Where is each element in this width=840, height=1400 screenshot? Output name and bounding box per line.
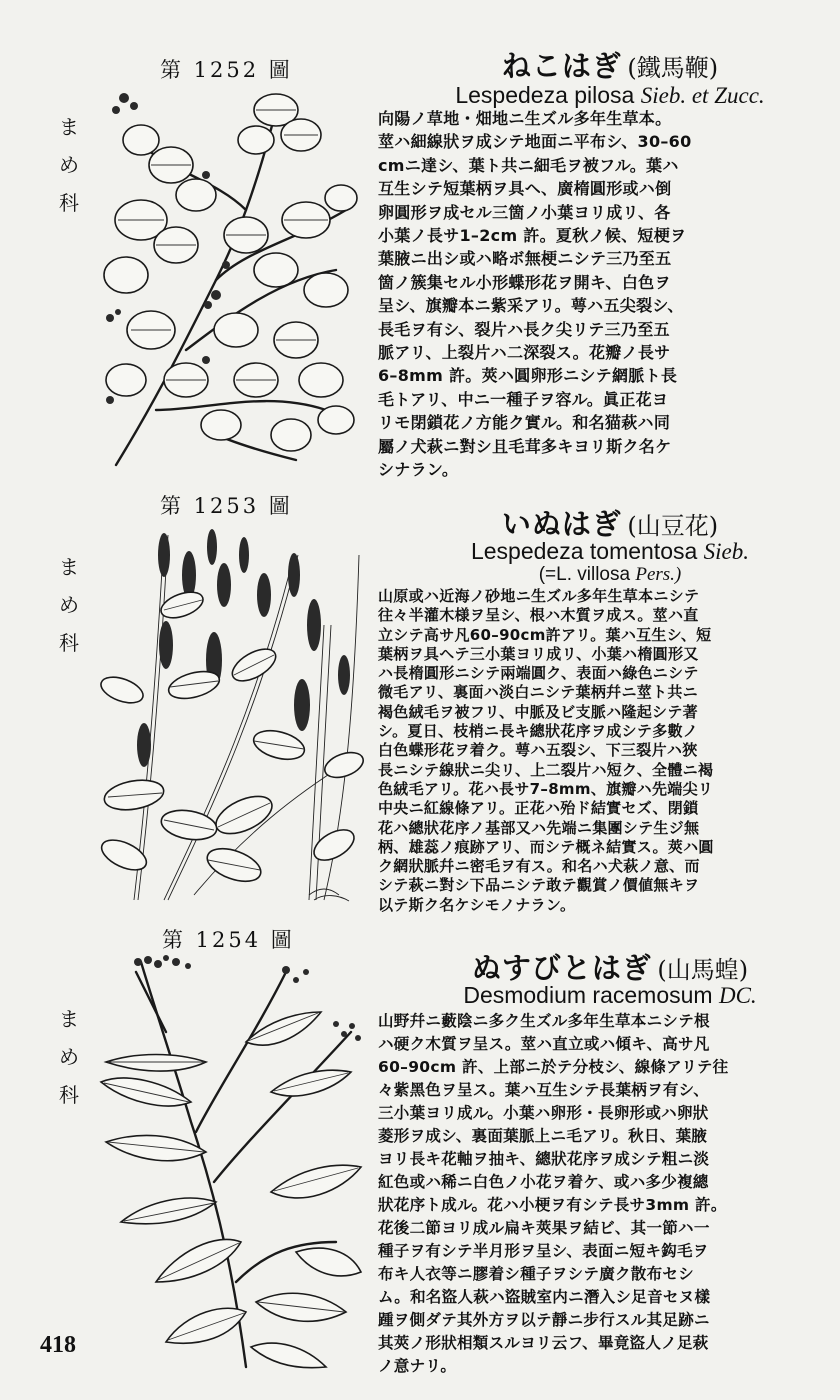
plant-name — [390, 946, 830, 987]
japanese-name: いぬはぎ — [501, 507, 622, 541]
description: 山原或ハ近海ノ砂地ニ生ズル多年生草本ニシテ 往々半灌木様ヲ呈シ、根ハ木質ヲ成ス。莖ハ直 立シテ高サ凡60–90cm許アリ。葉ハ互生シ、短 葉柄ヲ具ヘテ三小葉ヨリ成リ、小葉ハ楕圓形又 ハ長楕圓形ニシテ兩端圓ク、表面ハ綠色ニシテ 微毛アリ、裏面ハ淡白ニシテ葉柄幷ニ莖ト共ニ 褐色絨毛ヲ被フリ、中脈及ビ支脈ハ隆起シテ著 シ。夏日、枝梢ニ長キ總狀花序ヲ成シテ多數ノ 白色蝶形花ヲ着ク。萼ハ五裂シ、下三裂片ハ狹 長ニシテ線狀ニ尖リ、上二裂片ハ短ク、全體ニ褐 色絨毛アリ。花ハ長サ7–8mm、旗瓣ハ先端尖リ 中央ニ紅線條アリ。正花ハ殆ド結實セズ、閉鎖 花ハ總狀花序ノ基部又ハ先端ニ集團シテ生ジ無 柄、雄蕊ノ痕跡アリ、而シテ概ネ結實ス。莢ハ圓 ク網狀脈幷ニ密毛ヲ有ス。和名ハ犬萩ノ意、而 シテ萩ニ對シ下品ニシテ敢テ觀賞ノ價値無キヲ 以テ斯ク名ケシモノナラン。 — [378, 587, 714, 914]
plant-name — [390, 44, 830, 85]
lespedeza-pilosa-illustration — [96, 80, 360, 470]
figure-number: 第 1252 圖 — [160, 58, 293, 82]
scientific-name: Lespedeza pilosa Sieb. et Zucc. — [455, 82, 765, 108]
family-label: ま め 科 — [59, 555, 79, 655]
plant-name — [390, 502, 830, 543]
figure-number: 第 1254 圖 — [162, 928, 295, 952]
figure-number: 第 1253 圖 — [160, 494, 293, 518]
scientific-name: Lespedeza tomentosa Sieb. — [470, 538, 750, 564]
kanji-name: (山豆花) — [627, 512, 719, 540]
page-number: 418 — [40, 1332, 76, 1358]
family-label: ま め 科 — [59, 115, 79, 215]
desmodium-racemosum-illustration — [96, 952, 366, 1372]
description: 向陽ノ草地・畑地ニ生ズル多年生草本。 莖ハ細線狀ヲ成シテ地面ニ平布シ、30–60 cmニ達シ、葉ト共ニ細毛ヲ被フル。葉ハ 互生シテ短葉柄ヲ具ヘ、廣楕圓形或ハ倒 卵圓形ヲ成セル三箇ノ小葉ヨリ成リ、各 小葉ノ長サ1–2cm 許。夏秋ノ候、短梗ヲ 葉腋ニ出シ或ハ略ボ無梗ニシテ三乃至五 箇ノ簇集セル小形蝶形花ヲ開キ、白色ヲ 呈シ、旗瓣本ニ紫采アリ。萼ハ五尖裂シ、 長毛ヲ有シ、裂片ハ長ク尖リテ三乃至五 脈アリ、上裂片ハ二深裂ス。花瓣ノ長サ 6–8mm 許。莢ハ圓卵形ニシテ網脈ト長 毛トアリ、中ニ一種子ヲ容ル。眞正花ヨ リモ閉鎖花ノ方能ク實ル。和名猫萩ハ同 屬ノ犬萩ニ對シ且毛茸多キヨリ斯ク名ケ シナラン。 — [378, 109, 692, 480]
lespedeza-tomentosa-illustration — [94, 515, 366, 905]
kanji-name: (山馬蝗) — [657, 956, 749, 984]
kanji-name: (鐵馬鞭) — [627, 54, 719, 82]
description: 山野幷ニ藪陰ニ多ク生ズル多年生草本ニシテ根 ハ硬ク木質ヲ呈ス。莖ハ直立或ハ傾キ、高サ凡 60–90cm 許、上部ニ於テ分枝シ、線條アリテ往 々紫黑色ヲ呈ス。葉ハ互生シテ長葉柄ヲ有シ、 三小葉ヨリ成ル。小葉ハ卵形・長卵形或ハ卵狀 菱形ヲ成シ、裏面葉脈上ニ毛アリ。秋日、葉腋 ヨリ長キ花軸ヲ抽キ、總狀花序ヲ成シテ粗ニ淡 紅色或ハ稀ニ白色ノ小花ヲ着ケ、或ハ多少複總 狀花序ト成ル。花ハ小梗ヲ有シテ長サ3mm 許。 花後二節ヨリ成ル扁キ莢果ヲ結ビ、其一節ハ一 種子ヲ有シテ半月形ヲ呈シ、表面ニ短キ鈎毛ヲ 布キ人衣等ニ膠着シ種子ヲシテ廣ク散布セシ ム。和名盜人萩ハ盜賊室内ニ潛入シ足音セヌ樣 踵ヲ側ダテ其外方ヲ以テ靜ニ步行スル其足跡ニ 其莢ノ形狀相類スルヨリ云フ、畢竟盜人ノ足萩 ノ意ナリ。 — [378, 1012, 729, 1375]
japanese-name: ねこはぎ — [501, 49, 622, 83]
scientific-name: Desmodium racemosum DC. — [463, 982, 757, 1008]
japanese-name: ぬすびとはぎ — [471, 951, 652, 985]
synonym: (=L. villosa Pers.) — [538, 564, 682, 585]
family-label: ま め 科 — [59, 1007, 79, 1107]
